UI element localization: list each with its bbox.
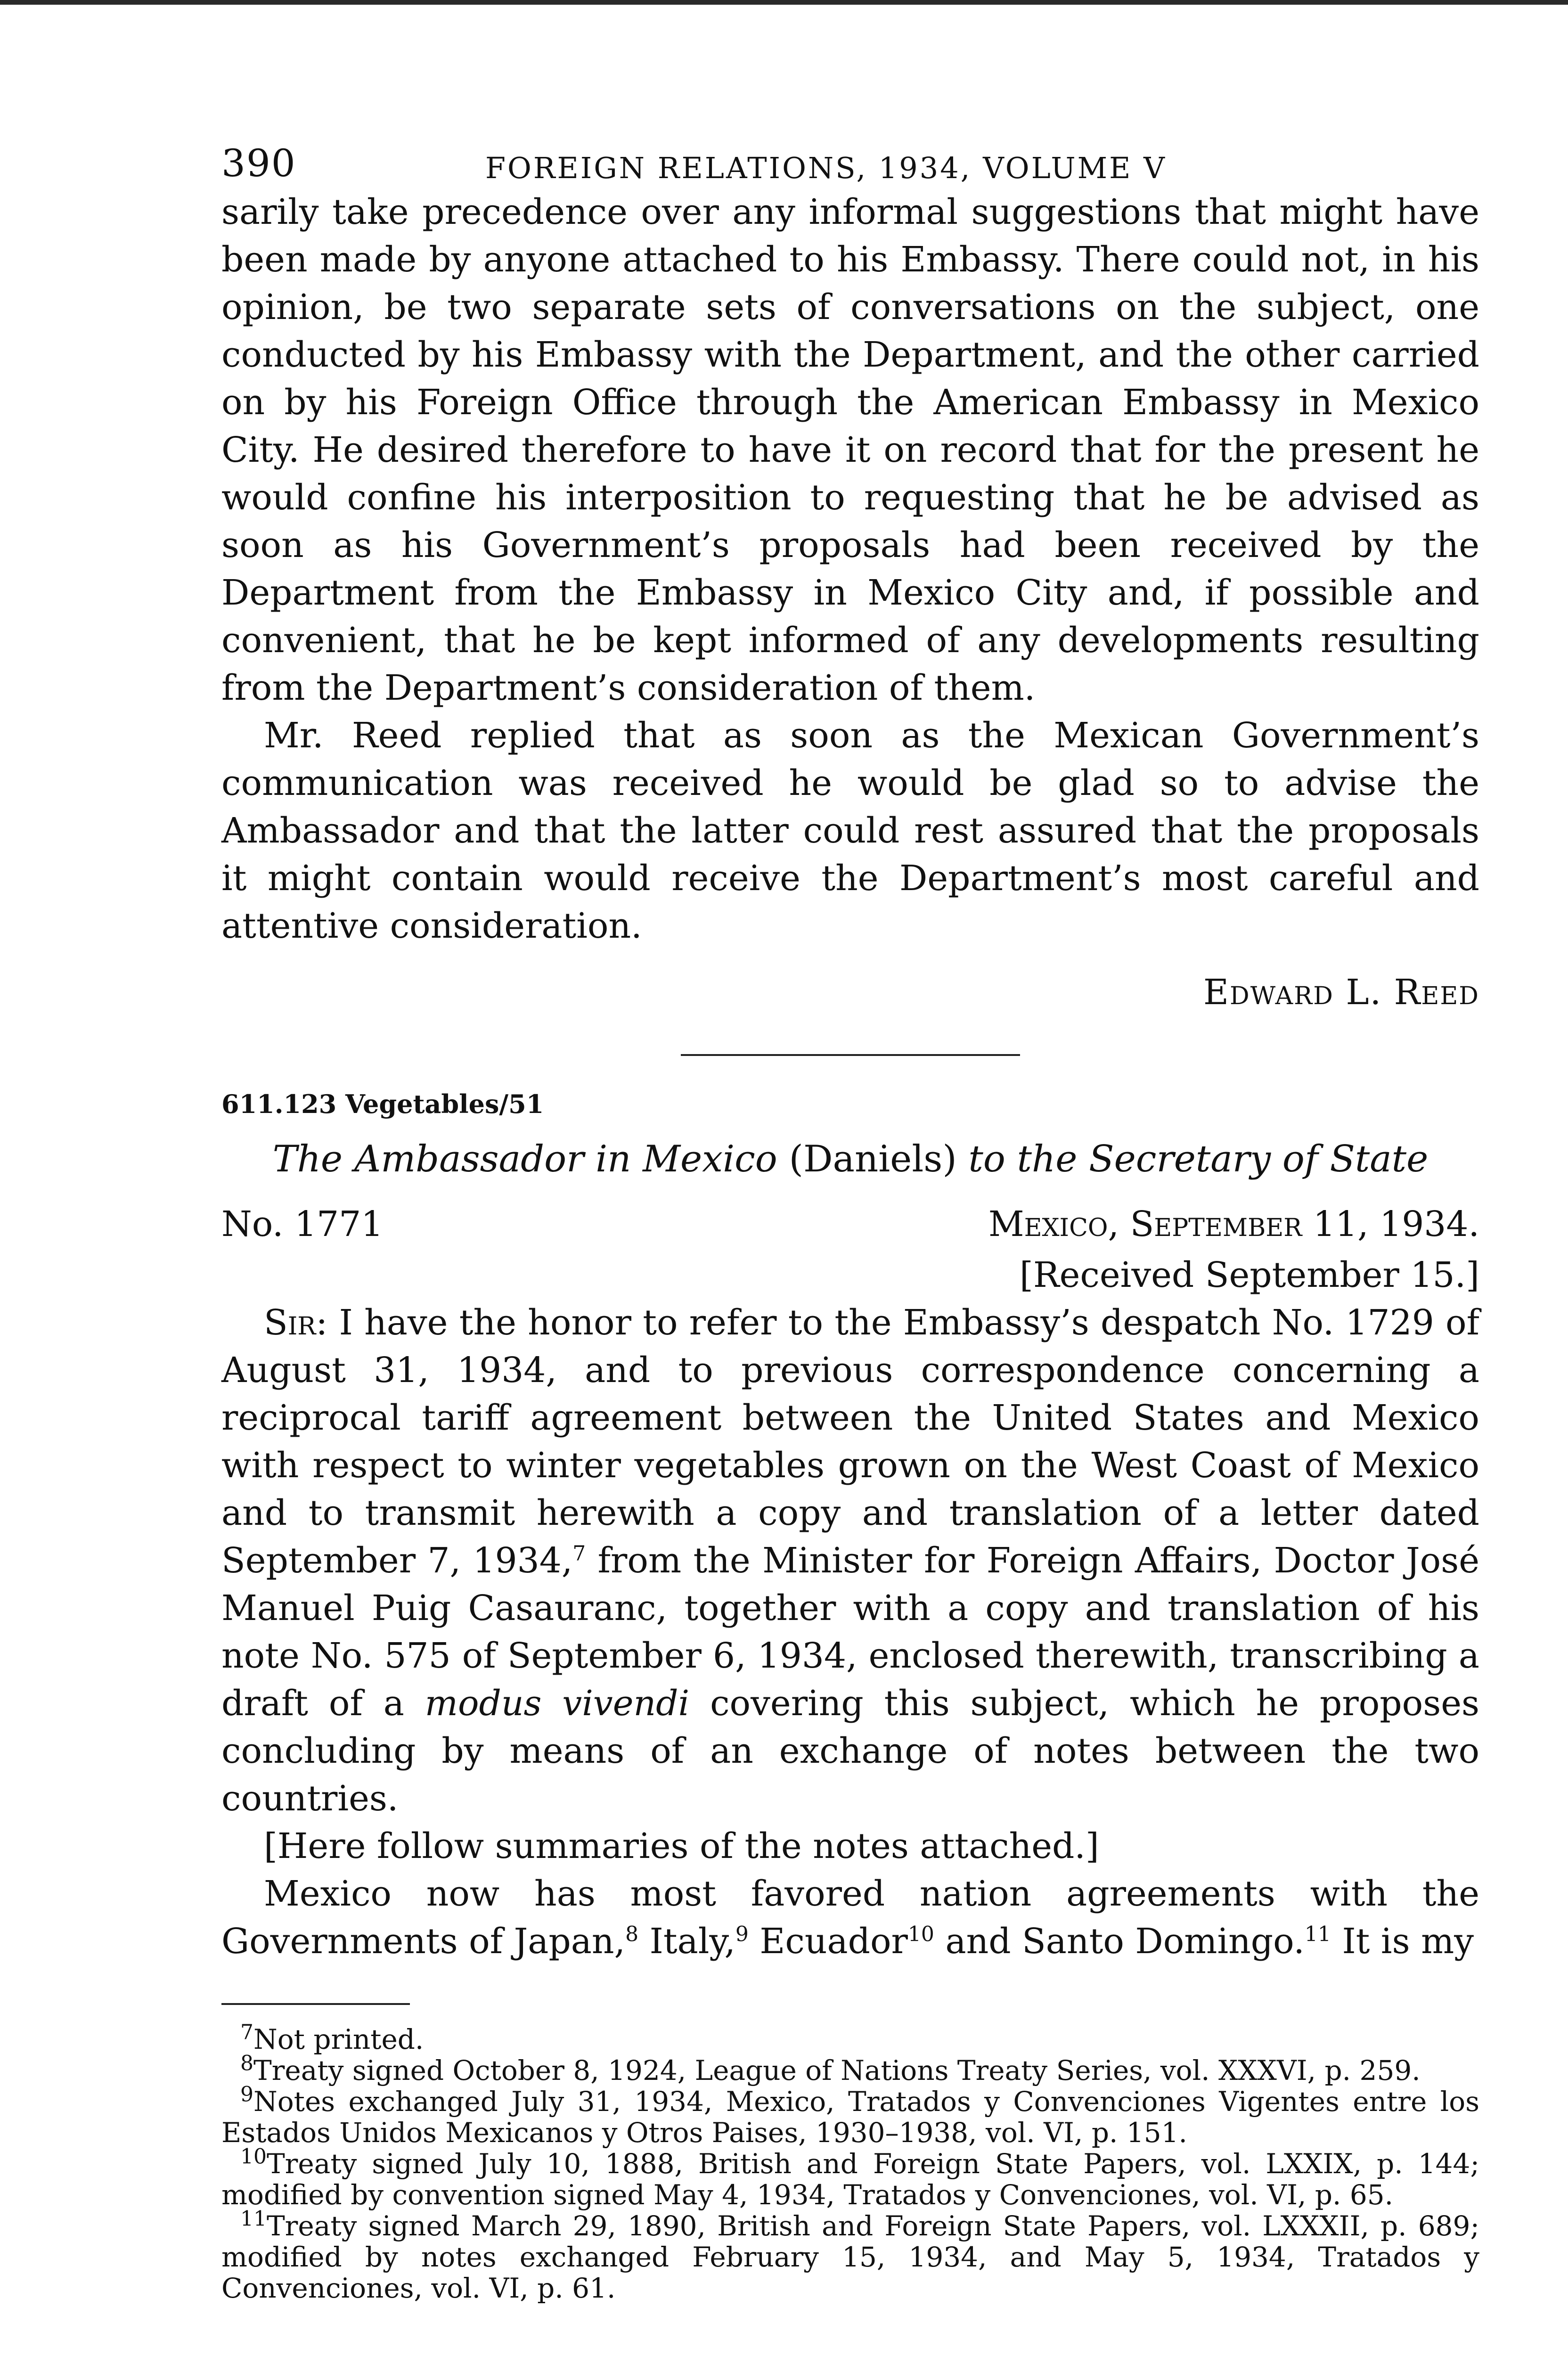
top-border-line — [0, 0, 1568, 5]
memo-body — [221, 188, 1479, 950]
despatch-paragraph-2: [Here follow summaries of the notes attached.] — [264, 1826, 1099, 1866]
despatch-body — [221, 1299, 1479, 1965]
footnote-11 — [221, 2207, 1479, 2304]
italic-term: modus vivendi — [425, 1683, 690, 1724]
footnote-8 — [221, 2051, 1479, 2086]
despatch-text: from the Minister for Foreign Affairs, Doctor José Manuel Puig Casauranc, together with a copy and translation of his note No. 575 of September 6, 1934, enclosed therewith, transcribing a draft of a — [221, 1540, 1479, 1724]
footnote-ref-11: 11 — [1304, 1922, 1331, 1947]
despatch-text: Mexico now has most favored nation agreements with the Governments of Japan, — [221, 1873, 1479, 1962]
footnote-10 — [221, 2144, 1479, 2211]
footnote-mark: 7 — [240, 2020, 253, 2045]
footnote-ref-9: 9 — [735, 1922, 749, 1947]
despatch-text: Ecuador — [748, 1921, 908, 1962]
document-heading — [221, 1138, 1479, 1180]
despatch-text: Italy, — [638, 1921, 735, 1962]
place-and-date: Mexico, September 11, 1934. — [988, 1204, 1479, 1244]
section-divider — [681, 1054, 1020, 1056]
memo-paragraph-2: Mr. Reed replied that as soon as the Mexican Government’s communication was received he would be glad so to advise the Ambassador and that the latter could rest assured that the proposals it might contain would receive the Department’s most careful and attentive consideration. — [221, 715, 1479, 946]
document-number: No. 1771 — [221, 1204, 384, 1244]
document-page — [221, 141, 1479, 2304]
dateline — [221, 1204, 1479, 1252]
footnote-mark: 9 — [240, 2082, 253, 2107]
footnote-ref-10: 10 — [907, 1922, 934, 1947]
heading-part-2: to the Secretary of State — [956, 1138, 1429, 1180]
despatch-paragraph-1 — [221, 1299, 1479, 1823]
heading-name: (Daniels) — [789, 1138, 957, 1180]
footnote-text: Notes exchanged July 31, 1934, Mexico, Tratados y Convenciones Vigentes entre los Estados Unidos Mexicanos y Otros Paises, 1930–1938, vol. VI, p. 151. — [221, 2086, 1479, 2149]
memo-paragraph-1: sarily take precedence over any informal suggestions that might have been made by anyone attached to his Embassy. There could not, in his opinion, be two separate sets of conversations on the subject, one conducted by his Embassy with the Department, and the other carried on by his Foreign Office through the American Embassy in Mexico City. He desired therefore to have it on record that for the present he would confine his interposition to requesting that he be advised as soon as his Government’s proposals had been received by the Department from the Embassy in Mexico City and, if possible and convenient, that he be kept informed of any developments resulting from the Department’s consideration of them. — [221, 192, 1479, 708]
despatch-text: covering this subject, which he proposes concluding by means of an exchange of notes between the two countries. — [221, 1683, 1479, 1819]
heading-part-1: The Ambassador in Mexico — [272, 1138, 789, 1180]
footnote-text: Not printed. — [253, 2023, 424, 2055]
footnote-ref-8: 8 — [625, 1922, 639, 1947]
footnote-divider — [221, 2003, 410, 2005]
page-number: 390 — [221, 141, 296, 185]
running-title: FOREIGN RELATIONS, 1934, VOLUME V — [485, 151, 1167, 185]
footnote-text: Treaty signed October 8, 1924, League of Nations Treaty Series, vol. XXXVI, p. 259. — [253, 2054, 1421, 2086]
signature: Edward L. Reed — [1203, 972, 1479, 1013]
despatch-text: and Santo Domingo. — [934, 1921, 1305, 1962]
footnote-mark: 8 — [240, 2051, 253, 2076]
footnote-mark: 10 — [240, 2144, 267, 2169]
footnote-mark: 11 — [240, 2207, 267, 2231]
footnote-text: Treaty signed March 29, 1890, British and Foreign State Papers, vol. LXXXII, p. 689; modified by notes exchanged February 15, 1934, and May 5, 1934, Tratados y Convenciones, vol. VI, p. 61. — [221, 2210, 1479, 2304]
footnote-9 — [221, 2082, 1479, 2149]
footnote-7 — [221, 2020, 1479, 2055]
despatch-text: It is my — [1331, 1921, 1474, 1962]
despatch-paragraph-3 — [221, 1870, 1479, 1965]
page-header — [221, 141, 1479, 188]
footnote-text: Treaty signed July 10, 1888, British and Foreign State Papers, vol. LXXIX, p. 144; modified by convention signed May 4, 1934, Tratados y Convenciones, vol. VI, p. 65. — [221, 2148, 1479, 2211]
footnotes — [221, 2020, 1479, 2304]
received-date: [Received September 15.] — [1020, 1255, 1479, 1295]
footnote-ref-7: 7 — [572, 1541, 586, 1566]
file-reference: 611.123 Vegetables/51 — [221, 1089, 544, 1119]
salutation: Sir: — [264, 1302, 328, 1343]
despatch-text: I have the honor to refer to the Embassy’s despatch No. 1729 of August 31, 1934, and to previous correspondence concerning a reciprocal tariff agreement between the United States and Mexico with respect to winter vegetables grown on the West Coast of Mexico and to transmit herewith a copy and translation of a letter dated September 7, 1934, — [221, 1302, 1479, 1581]
